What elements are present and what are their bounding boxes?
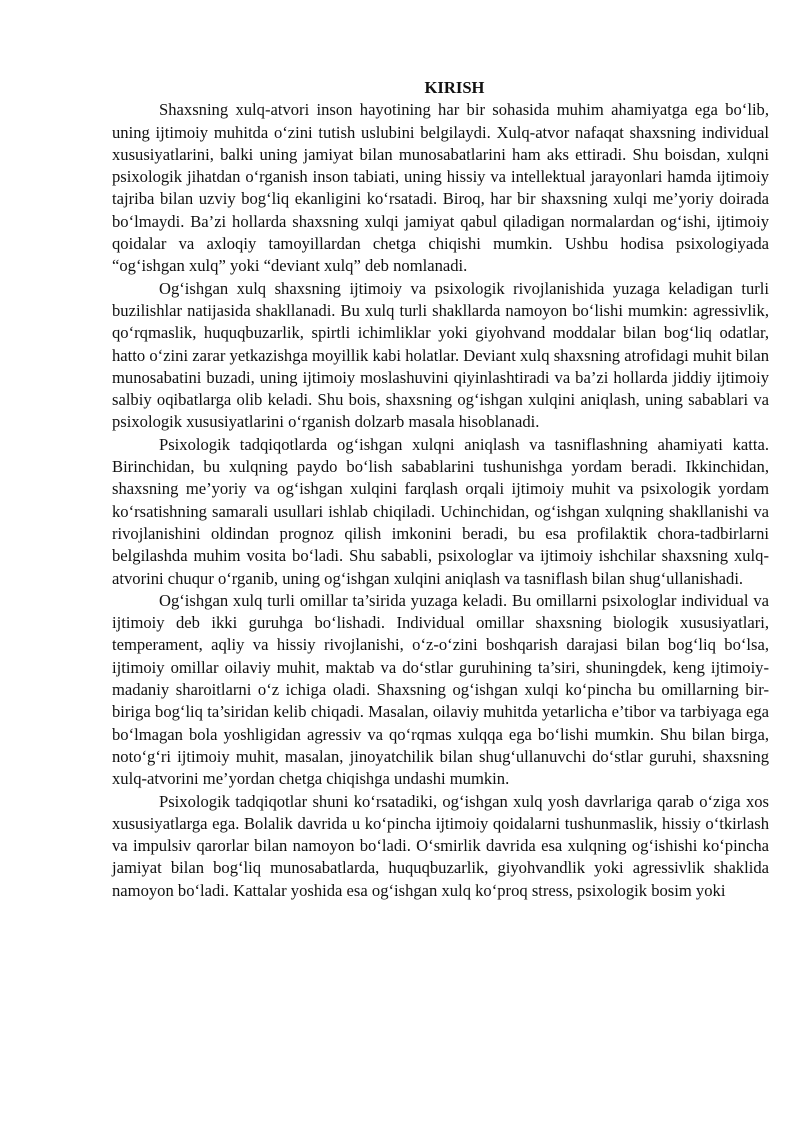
paragraph-3: Psixologik tadqiqotlarda og‘ishgan xulqni aniqlash va tasniflashning ahamiyati katta. Birinchidan, bu xulqning paydo bo‘lish sabablarini tushunishga yordam beradi. Ikkinchidan, shaxsning me’yoriy va og‘ishgan xulqini farqlash orqali ijtimoiy muhit va psixologik yordam ko‘rsatishning samarali usullari ishlab chiqiladi. Uchinchidan, og‘ishgan xulqning shakllanishi va rivojlanishini oldindan prognoz qilish imkonini beradi, bu esa profilaktik chora-tadbirlarni belgilashda muhim vosita bo‘ladi. Shu sababli, psixologlar va ijtimoiy ishchilar shaxsning xulq-atvorini chuqur o‘rganib, uning og‘ishgan xulqini aniqlash va tasniflash bilan shug‘ullanishadi. [112, 434, 769, 588]
document-page [112, 77, 769, 902]
paragraph-2: Og‘ishgan xulq shaxsning ijtimoiy va psixologik rivojlanishida yuzaga keladigan turli buzilishlar natijasida shakllanadi. Bu xulq turli shakllarda namoyon bo‘lishi mumkin: agressivlik, qo‘rqmaslik, huquqbuzarlik, spirtli ichimliklar yoki giyohvand moddalar bilan bog‘liq odatlar, hatto o‘zini zarar yetkazishga moyillik kabi holatlar. Deviant xulq shaxsning atrofidagi muhit bilan munosabatini buzadi, uning ijtimoiy moslashuvini qiyinlashtiradi va ba’zi hollarda jiddiy ijtimoiy salbiy oqibatlarga olib keladi. Shu bois, shaxsning og‘ishgan xulqini aniqlash, uning sabablari va psixologik xususiyatlarini o‘rganish dolzarb masala hisoblanadi. [112, 278, 769, 432]
document-title: KIRISH [424, 78, 485, 97]
paragraph-4: Og‘ishgan xulq turli omillar ta’sirida yuzaga keladi. Bu omillarni psixologlar individual va ijtimoiy deb ikki guruhga bo‘lishadi. Individual omillar shaxsning biologik xususiyatlari, temperament, aqliy va hissiy rivojlanishi, o‘z-o‘zini boshqarish darajasi bilan bog‘liq bo‘lsa, ijtimoiy omillar oilaviy muhit, maktab va do‘stlar guruhining ta’siri, shuningdek, keng ijtimoiy-madaniy sharoitlarni o‘z ichiga oladi. Shaxsning og‘ishgan xulqi ko‘pincha bu omillarning bir-biriga bog‘liq ta’siridan kelib chiqadi. Masalan, oilaviy muhitda yetarlicha e’tibor va tarbiyaga ega bo‘lmagan bola yoshligidan agressiv va qo‘rqmas xulqqa ega bo‘lishi mumkin. Shu bilan birga, noto‘g‘ri ijtimoiy muhit, masalan, jinoyatchilik bilan shug‘ullanuvchi do‘stlar guruhi, shaxsning xulq-atvorini me’yordan chetga chiqishga undashi mumkin. [112, 590, 769, 789]
paragraph-1: Shaxsning xulq-atvori inson hayotining har bir sohasida muhim ahamiyatga ega bo‘lib, uning ijtimoiy muhitda o‘zini tutish uslubini belgilaydi. Xulq-atvor nafaqat shaxsning individual xususiyatlarini, balki uning jamiyat bilan munosabatlarini ham aks ettiradi. Shu boisdan, xulqni psixologik jihatdan o‘rganish inson tabiati, uning hissiy va intellektual jarayonlari hamda ijtimoiy tajriba bilan uzviy bog‘liq ekanligini ko‘rsatadi. Biroq, har bir shaxsning xulqi me’yoriy doirada bo‘lmaydi. Ba’zi hollarda shaxsning xulqi jamiyat qabul qiladigan normalardan og‘ishi, ijtimoiy qoidalar va axloqiy tamoyillardan chetga chiqishi mumkin. Ushbu hodisa psixologiyada “og‘ishgan xulq” yoki “deviant xulq” deb nomlanadi. [112, 100, 769, 276]
paragraph-5: Psixologik tadqiqotlar shuni ko‘rsatadiki, og‘ishgan xulq yosh davrlariga qarab o‘ziga xos xususiyatlarga ega. Bolalik davrida u ko‘pincha ijtimoiy qoidalarni tushunmaslik, hissiy o‘tkirlash va impulsiv qarorlar bilan namoyon bo‘ladi. O‘smirlik davrida esa xulqning og‘ishishi ko‘pincha jamiyat bilan bog‘liq munosabatlarda, huquqbuzarlik, giyohvandlik yoki agressivlik shaklida namoyon bo‘ladi. Kattalar yoshida esa og‘ishgan xulq ko‘proq stress, psixologik bosim yoki [112, 791, 769, 900]
